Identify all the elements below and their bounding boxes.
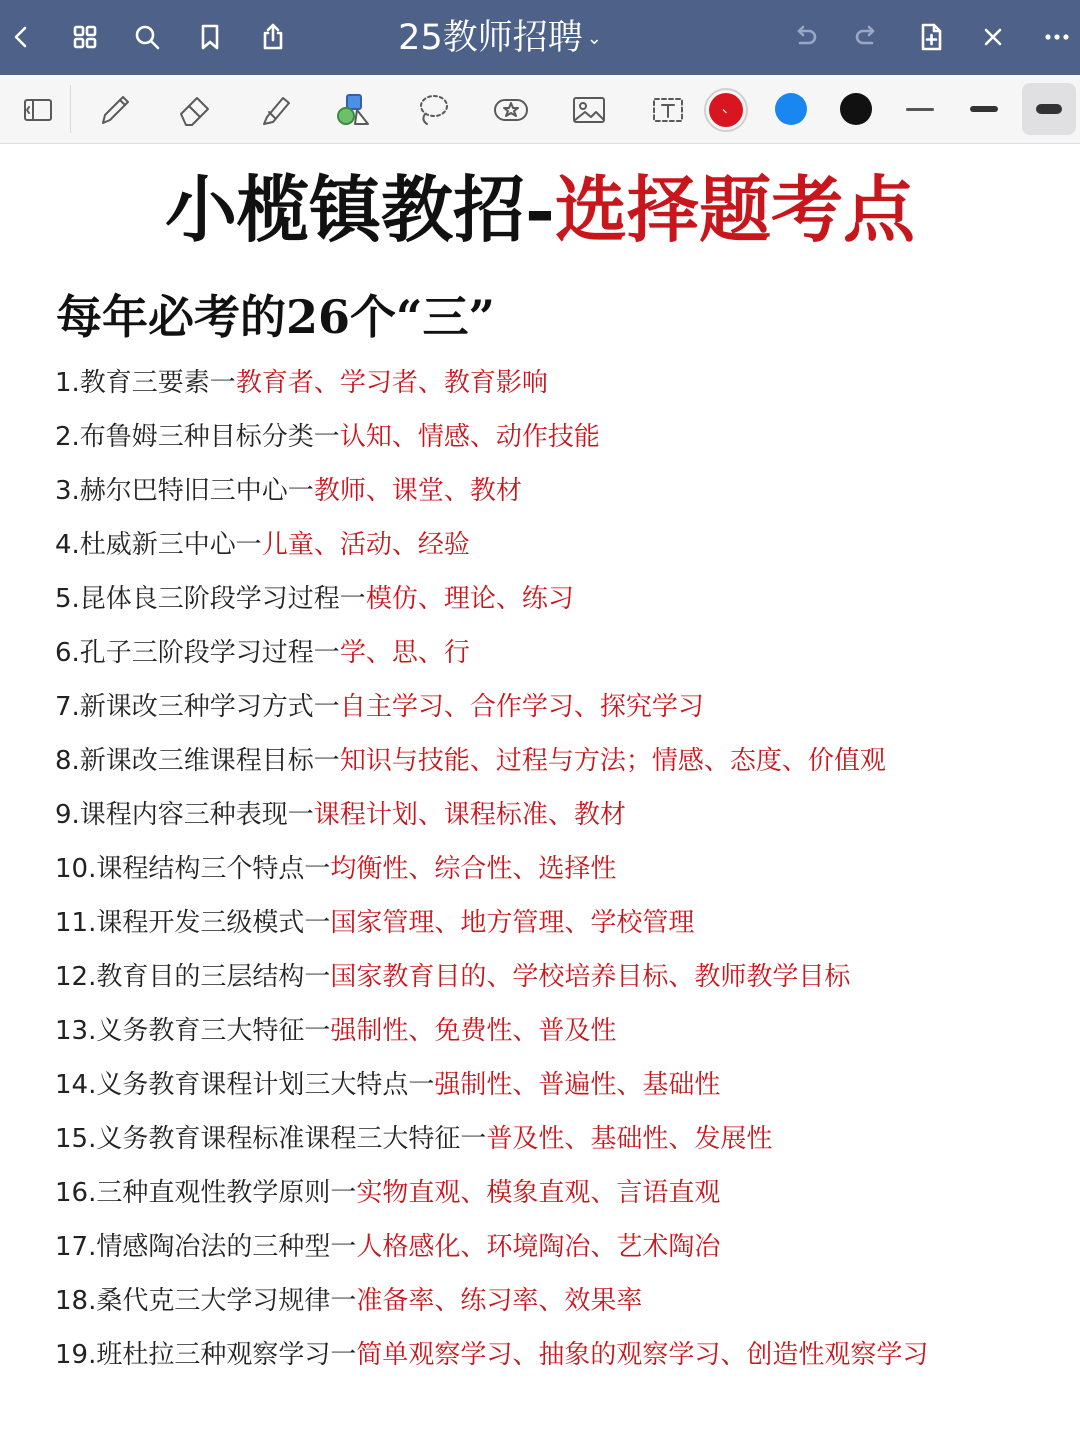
- item-topic: 4.杜威新三中心一: [55, 530, 262, 560]
- list-item: [55, 1328, 928, 1382]
- item-answer: 学、思、行: [339, 638, 470, 668]
- stroke-width-thin[interactable]: [906, 108, 934, 111]
- item-topic: 9.课程内容三种表现一: [55, 800, 314, 830]
- list-item: [55, 518, 928, 572]
- grid-icon[interactable]: [66, 18, 104, 56]
- toolbar-divider: [70, 85, 71, 133]
- item-topic: 6.孔子三阶段学习过程一: [55, 638, 340, 668]
- item-topic: 17.情感陶冶法的三种型一: [55, 1232, 357, 1262]
- item-topic: 10.课程结构三个特点一: [55, 854, 331, 884]
- stroke-width-thick[interactable]: [1036, 104, 1062, 114]
- top-navigation-bar: [0, 0, 1080, 75]
- item-topic: 3.赫尔巴特旧三中心一: [55, 476, 314, 506]
- item-answer: 国家教育目的、学校培养目标、教师教学目标: [330, 962, 851, 992]
- highlighter-icon[interactable]: [252, 87, 298, 133]
- lasso-icon[interactable]: [410, 87, 456, 133]
- redo-icon[interactable]: [848, 18, 886, 56]
- item-answer: 儿童、活动、经验: [261, 530, 470, 560]
- list-item: [55, 896, 928, 950]
- item-answer: 人格感化、环境陶冶、艺术陶冶: [356, 1232, 721, 1262]
- color-swatch-black[interactable]: [840, 93, 872, 125]
- item-answer: 国家管理、地方管理、学校管理: [330, 908, 695, 938]
- item-topic: 18.桑代克三大学习规律一: [55, 1286, 357, 1316]
- item-answer: 准备率、练习率、效果率: [356, 1286, 643, 1316]
- exam-points-list: [55, 356, 928, 1382]
- shapes-icon[interactable]: [330, 87, 376, 133]
- search-icon[interactable]: [128, 18, 166, 56]
- item-answer: 强制性、普遍性、基础性: [434, 1070, 721, 1100]
- item-topic: 14.义务教育课程计划三大特点一: [55, 1070, 435, 1100]
- item-topic: 15.义务教育课程标准课程三大特征一: [55, 1124, 487, 1154]
- list-item: [55, 626, 928, 680]
- list-item: [55, 1220, 928, 1274]
- back-icon[interactable]: [2, 18, 40, 56]
- more-icon[interactable]: [1038, 18, 1076, 56]
- sticker-icon[interactable]: [488, 87, 534, 133]
- close-icon[interactable]: [974, 18, 1012, 56]
- list-item: [55, 572, 928, 626]
- list-item: [55, 734, 928, 788]
- list-item: [55, 680, 928, 734]
- chevron-down-icon: ⌄: [586, 28, 602, 49]
- item-answer: 教育者、学习者、教育影响: [235, 368, 548, 398]
- image-icon[interactable]: [566, 87, 612, 133]
- item-answer: 自主学习、合作学习、探究学习: [339, 692, 704, 722]
- list-item: [55, 1004, 928, 1058]
- item-answer: 简单观察学习、抽象的观察学习、创造性观察学习: [356, 1340, 929, 1370]
- item-topic: 1.教育三要素一: [55, 368, 236, 398]
- item-answer: 教师、课堂、教材: [313, 476, 522, 506]
- pen-icon[interactable]: [92, 87, 138, 133]
- eraser-icon[interactable]: [172, 87, 218, 133]
- item-topic: 2.布鲁姆三种目标分类一: [55, 422, 340, 452]
- list-item: [55, 788, 928, 842]
- title-red: 选择题考点: [554, 167, 915, 252]
- item-answer: 模仿、理论、练习: [365, 584, 574, 614]
- item-topic: 16.三种直观性教学原则一: [55, 1178, 357, 1208]
- list-item: [55, 842, 928, 896]
- item-answer: 强制性、免费性、普及性: [330, 1016, 617, 1046]
- list-item: [55, 950, 928, 1004]
- item-topic: 19.班杜拉三种观察学习一: [55, 1340, 357, 1370]
- item-topic: 5.昆体良三阶段学习过程一: [55, 584, 366, 614]
- document-title[interactable]: [360, 14, 640, 62]
- item-answer: 课程计划、课程标准、教材: [313, 800, 626, 830]
- item-answer: 知识与技能、过程与方法；情感、态度、价值观: [339, 746, 886, 776]
- document-title-text: 25教师招聘: [398, 18, 583, 58]
- item-answer: 实物直观、模象直观、言语直观: [356, 1178, 721, 1208]
- undo-icon[interactable]: [786, 18, 824, 56]
- item-answer: 认知、情感、动作技能: [339, 422, 600, 452]
- section-heading: 每年必考的26个“三”: [56, 290, 495, 344]
- list-item: [55, 1058, 928, 1112]
- sidebar-toggle-icon[interactable]: [14, 87, 60, 133]
- list-item: [55, 1112, 928, 1166]
- list-item: [55, 464, 928, 518]
- item-answer: 普及性、基础性、发展性: [486, 1124, 773, 1154]
- item-topic: 12.教育目的三层结构一: [55, 962, 331, 992]
- text-box-icon[interactable]: [644, 87, 690, 133]
- page-title: [0, 160, 1080, 260]
- add-page-icon[interactable]: [912, 18, 950, 56]
- item-topic: 7.新课改三种学习方式一: [55, 692, 340, 722]
- item-topic: 11.课程开发三级模式一: [55, 908, 331, 938]
- share-icon[interactable]: [254, 18, 292, 56]
- list-item: [55, 1166, 928, 1220]
- item-answer: 均衡性、综合性、选择性: [330, 854, 617, 884]
- color-swatch-blue[interactable]: [775, 93, 807, 125]
- list-item: [55, 1274, 928, 1328]
- stroke-width-medium[interactable]: [970, 106, 998, 112]
- list-item: [55, 410, 928, 464]
- item-topic: 8.新课改三维课程目标一: [55, 746, 340, 776]
- title-black: 小榄镇教招-: [165, 167, 555, 252]
- item-topic: 13.义务教育三大特征一: [55, 1016, 331, 1046]
- bookmark-icon[interactable]: [191, 18, 229, 56]
- list-item: [55, 356, 928, 410]
